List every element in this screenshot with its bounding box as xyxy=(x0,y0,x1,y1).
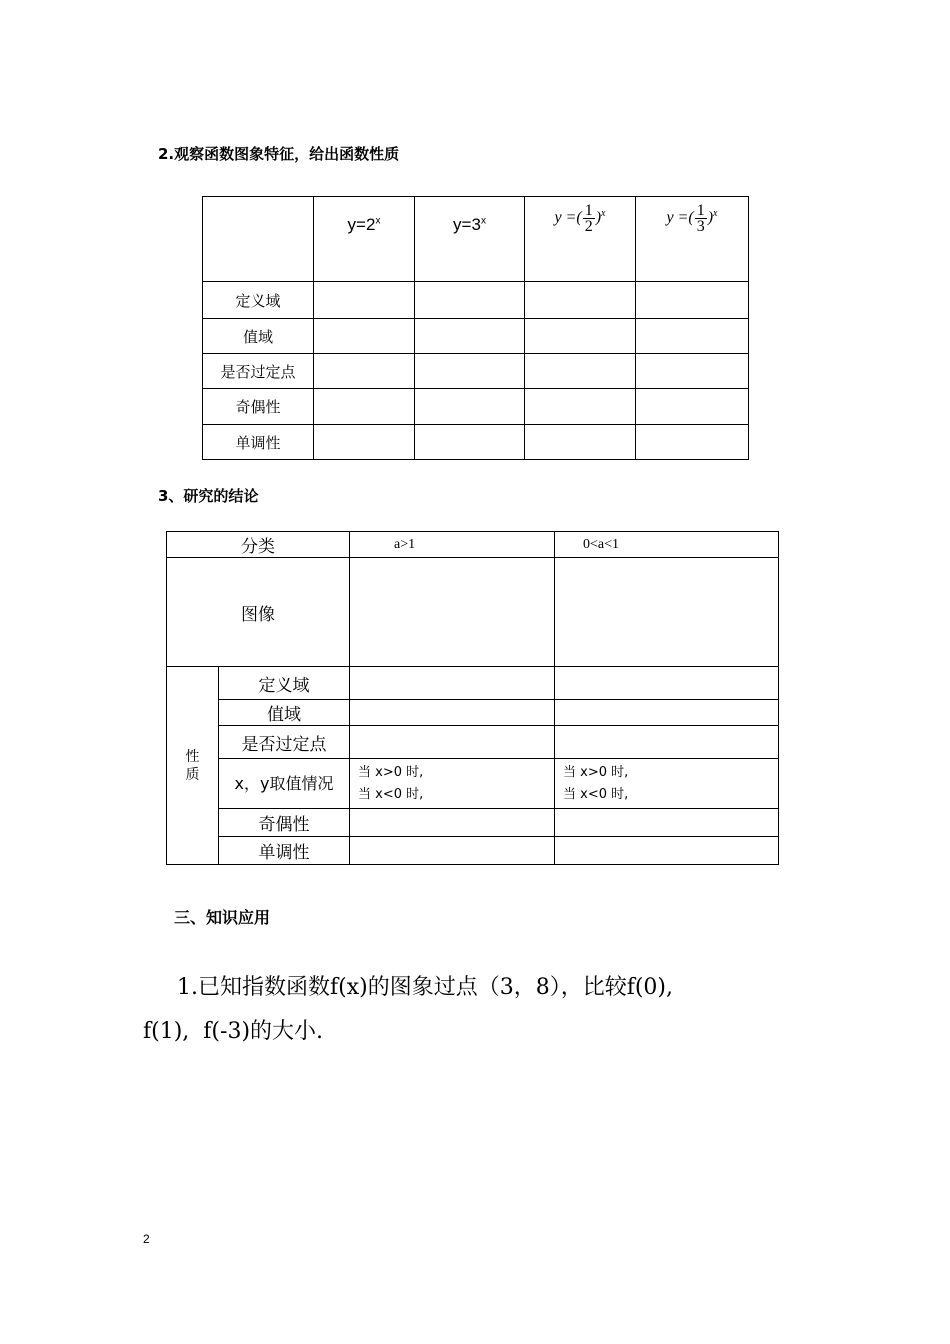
table-row xyxy=(167,558,779,667)
graph-cell-a-lt-1 xyxy=(555,558,779,667)
page-number: 2 xyxy=(143,1232,150,1246)
application-heading: 三、知识应用 xyxy=(174,908,271,927)
xy-cell-a-gt-1: 当 x>0 时, 当 x<0 时, xyxy=(350,759,555,809)
row-label-xy-values: x，y取值情况 xyxy=(219,759,350,809)
table-row xyxy=(167,759,779,809)
header-a-lt-1: 0<a<1 xyxy=(555,532,779,558)
table-row xyxy=(167,667,779,700)
function-header-third-x: y =( $\frac{1}{3}$ )$^x$ xyxy=(636,197,749,282)
table-row xyxy=(167,532,779,558)
table-row xyxy=(203,389,749,425)
table-row xyxy=(167,837,779,865)
table-cell xyxy=(203,197,314,282)
function-header-2x: $y=2^x$ xyxy=(314,197,415,282)
table-row xyxy=(203,282,749,319)
section2-heading: 2.观察函数图象特征，给出函数性质 xyxy=(158,145,400,163)
table-row xyxy=(203,354,749,389)
header-a-gt-1: a>1 xyxy=(350,532,555,558)
row-label-range: 值域 xyxy=(219,700,350,726)
table-row xyxy=(167,809,779,837)
properties-group-label: 性 质 xyxy=(167,667,219,865)
graph-cell-a-gt-1 xyxy=(350,558,555,667)
xy-cell-a-lt-1: 当 x>0 时, 当 x<0 时, xyxy=(555,759,779,809)
table-row xyxy=(203,197,749,282)
row-label-range: 值域 xyxy=(203,319,314,354)
function-header-half-x: y =( $\frac{1}{2}$ )$^x$ xyxy=(525,197,636,282)
row-label-fixed-point: 是否过定点 xyxy=(203,354,314,389)
row-label-graph: 图像 xyxy=(167,558,350,667)
row-label-parity: 奇偶性 xyxy=(203,389,314,425)
problem-line-1: 1.已知指数函数f(x)的图象过点（3，8），比较f(0), xyxy=(177,975,674,1000)
section3-heading: 3、研究的结论 xyxy=(158,487,259,505)
row-label-domain: 定义域 xyxy=(219,667,350,700)
problem-text xyxy=(143,966,803,1054)
table-row xyxy=(203,425,749,460)
function-header-3x: $y=3^x$ xyxy=(415,197,525,282)
problem-line-2: f(1), f(-3)的大小. xyxy=(143,1019,324,1044)
table-row xyxy=(203,319,749,354)
row-label-monotonicity: 单调性 xyxy=(203,425,314,460)
row-label-domain: 定义域 xyxy=(203,282,314,319)
conclusion-table xyxy=(166,531,779,865)
table-row xyxy=(167,700,779,726)
row-label-fixed-point: 是否过定点 xyxy=(219,726,350,759)
row-label-parity: 奇偶性 xyxy=(219,809,350,837)
properties-table xyxy=(202,196,749,460)
row-label-monotonicity: 单调性 xyxy=(219,837,350,865)
header-category: 分类 xyxy=(167,532,350,558)
table-row xyxy=(167,726,779,759)
